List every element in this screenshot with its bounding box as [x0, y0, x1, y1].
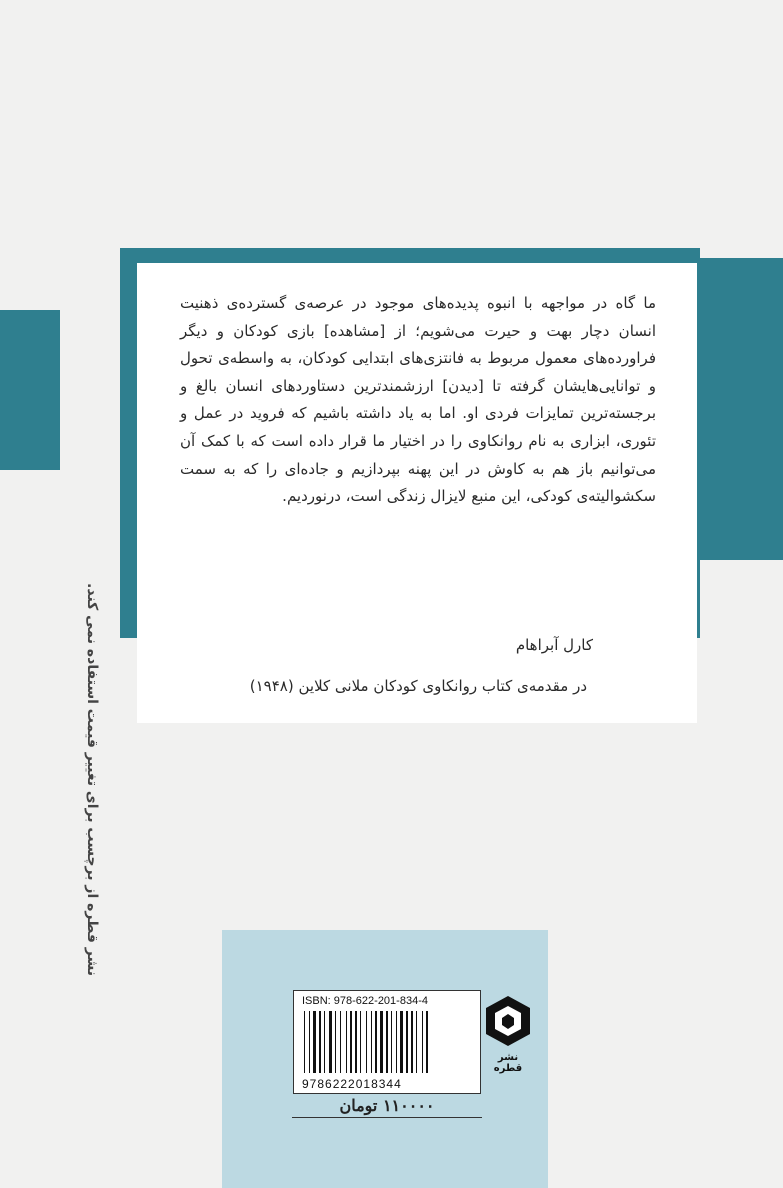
- barcode-bar: [426, 1011, 428, 1073]
- barcode-bar: [380, 1011, 383, 1073]
- barcode-bar: [391, 1011, 392, 1073]
- barcode-bar: [348, 1011, 349, 1073]
- barcode-bar: [396, 1011, 397, 1073]
- isbn-text: ISBN: 978-622-201-834-4: [302, 995, 428, 1007]
- barcode-bar: [322, 1011, 323, 1073]
- barcode-bar: [335, 1011, 336, 1073]
- quote-source: در مقدمه‌ی کتاب روانکاوی کودکان ملانی کلاین (۱۹۴۸): [249, 677, 587, 695]
- barcode-bar: [411, 1011, 413, 1073]
- barcode-bar: [422, 1011, 423, 1073]
- barcode-bar: [398, 1011, 399, 1073]
- barcode-bar: [389, 1011, 390, 1073]
- barcode-bar: [404, 1011, 405, 1073]
- barcode-bar: [313, 1011, 316, 1073]
- barcode-bar: [414, 1011, 415, 1073]
- barcode-bar: [362, 1011, 365, 1073]
- barcode-bar: [353, 1011, 354, 1073]
- barcode-bar: [378, 1011, 379, 1073]
- barcode-bar: [304, 1011, 305, 1073]
- barcode-bar: [324, 1011, 325, 1073]
- barcode-bar: [329, 1011, 332, 1073]
- barcode-bar: [309, 1011, 310, 1073]
- teal-band-left: [0, 310, 60, 470]
- quote-paragraph: ما گاه در مواجهه با انبوه پدیده‌های موجود در عرصه‌ی گسترده‌ی ذهنیت انسان دچار بهت و حیرت می‌شویم؛ از [مشاهده] بازی کودکان و دیگر فراورده‌های معمول مربوط به فانتزی‌های ابتدایی کودکان، به واسطه‌ی تحول و توانایی‌هایشان گرفته تا [دیدن] ارزشمندترین دستاوردهای انسان بالغ و برجسته‌ترین تمایزات فردی او. اما به یاد داشته باشیم که فروید در عمل و تئوری، ابزاری به نام روانکاوی را در اختیار ما قرار داده است که با کمک آن می‌توانیم باز هم به کاوش در این پهنه بپردازیم و جاده‌ای را که به سمت سکشوالیته‌ی کودکی، این منبع لایزال زندگی است، درنوردیم.: [180, 294, 656, 506]
- barcode-bar: [326, 1011, 328, 1073]
- barcode-bar: [373, 1011, 374, 1073]
- barcode-bar: [340, 1011, 341, 1073]
- barcode-bar: [386, 1011, 388, 1073]
- barcode-bar: [358, 1011, 359, 1073]
- price: ۱۱۰۰۰۰ تومان: [292, 1096, 482, 1118]
- barcode-bar: [360, 1011, 361, 1073]
- quote-author: کارل آبراهام: [515, 636, 593, 654]
- barcode-bars: [304, 1011, 470, 1073]
- barcode-bar: [366, 1011, 367, 1073]
- barcode-number: 9786222018344: [302, 1077, 402, 1091]
- barcode-bar: [429, 1011, 430, 1073]
- publisher-logo-text: نشر قطره: [493, 1052, 523, 1074]
- publisher-logo: [483, 994, 533, 1074]
- barcode-bar: [368, 1011, 370, 1073]
- barcode-bar: [317, 1011, 318, 1073]
- barcode-bar: [311, 1011, 312, 1073]
- barcode-bar: [355, 1011, 357, 1073]
- barcode-bar: [375, 1011, 377, 1073]
- barcode-bar: [424, 1011, 425, 1073]
- barcode-bar: [418, 1011, 421, 1073]
- barcode-bar: [346, 1011, 347, 1073]
- barcode-bar: [409, 1011, 410, 1073]
- barcode-bar: [393, 1011, 395, 1073]
- barcode-bar: [371, 1011, 372, 1073]
- barcode-bar: [333, 1011, 334, 1073]
- barcode-bar: [337, 1011, 339, 1073]
- barcode-bar: [406, 1011, 408, 1073]
- barcode: [293, 990, 481, 1094]
- barcode-bar: [306, 1011, 308, 1073]
- quote-text: [180, 290, 656, 511]
- barcode-bar: [384, 1011, 385, 1073]
- barcode-bar: [319, 1011, 321, 1073]
- barcode-bar: [350, 1011, 352, 1073]
- publisher-logo-icon: [483, 994, 533, 1050]
- price-label-note: نشر قطره از برچسب برای تغییر قیمت استفاده نمی کند.: [84, 583, 100, 976]
- barcode-bar: [400, 1011, 403, 1073]
- barcode-bar: [416, 1011, 417, 1073]
- barcode-bar: [342, 1011, 345, 1073]
- teal-band-right: [700, 258, 783, 560]
